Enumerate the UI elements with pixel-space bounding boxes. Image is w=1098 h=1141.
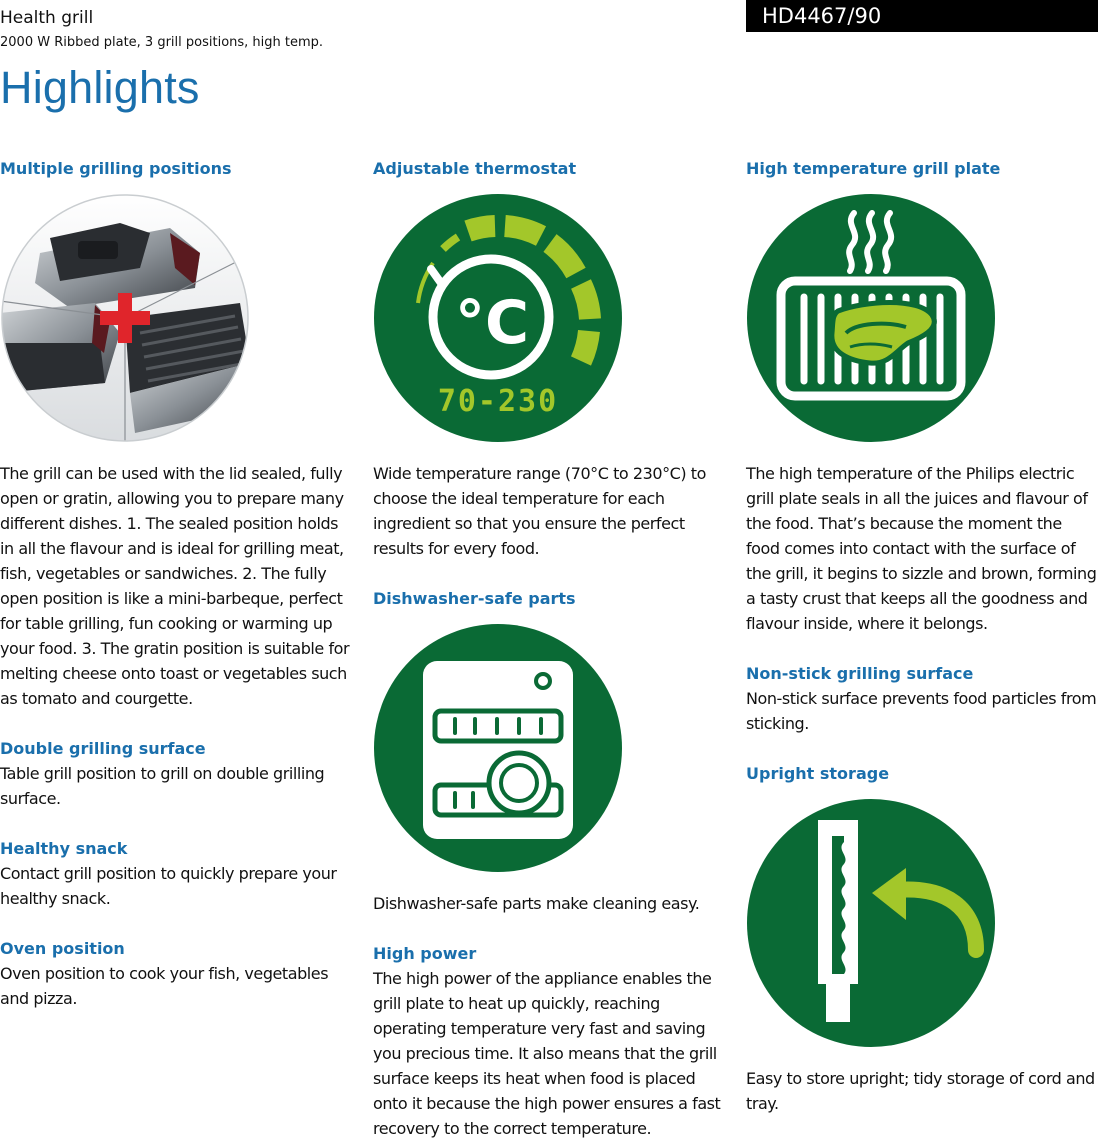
column-middle	[373, 156, 725, 1141]
feature-title-multiple-positions: Multiple grilling positions	[0, 159, 232, 178]
feature-title-dishwasher: Dishwasher-safe parts	[373, 589, 576, 608]
feature-text-multiple-positions: The grill can be used with the lid sealed, fully open or gratin, allowing you to prepare many different dishes. 1. The sealed position holds in all the flavour and is ideal for grilling meat, fish, vegetables or sandwiches. 2. The fully open position is like a mini-barbeque, perfect for table grilling, fun cooking or warming up your food. 3. The gratin position is suitable for melting cheese onto toast or vegetables such as tomato and courgette.	[0, 464, 350, 708]
feature-text-oven-position: Oven position to cook your fish, vegetables and pizza.	[0, 964, 329, 1008]
feature-title-double-surface: Double grilling surface	[0, 739, 206, 758]
feature-title-high-temp: High temperature grill plate	[746, 159, 1001, 178]
feature-text-high-power: The high power of the appliance enables the grill plate to heat up quickly, reaching operating temperature very fast and saving you precious time. It also means that the grill surface keeps its heat when food is placed onto it because the high power ensures a fast recovery to the correct temperature.	[373, 969, 721, 1138]
thermostat-range-label: 70-230	[437, 384, 559, 419]
feature-text-healthy-snack: Contact grill position to quickly prepare your healthy snack.	[0, 864, 337, 908]
upright-storage-icon	[746, 798, 996, 1048]
feature-title-non-stick: Non-stick grilling surface	[746, 664, 974, 683]
model-number-badge: HD4467/90	[746, 0, 1098, 32]
feature-title-thermostat: Adjustable thermostat	[373, 159, 577, 178]
feature-text-dishwasher: Dishwasher-safe parts make cleaning easy.	[373, 894, 700, 913]
feature-text-double-surface: Table grill position to grill on double grilling surface.	[0, 764, 325, 808]
thermostat-icon	[373, 193, 623, 443]
product-title: Health grill	[0, 8, 94, 28]
feature-text-non-stick: Non-stick surface prevents food particles from sticking.	[746, 689, 1097, 733]
feature-text-upright-storage: Easy to store upright; tidy storage of cord and tray.	[746, 1069, 1095, 1113]
grill-positions-photo	[0, 193, 250, 443]
grill-plate-icon	[746, 193, 996, 443]
product-subtitle: 2000 W Ribbed plate, 3 grill positions, high temp.	[0, 35, 324, 50]
feature-title-oven-position: Oven position	[0, 939, 125, 958]
feature-title-healthy-snack: Healthy snack	[0, 839, 128, 858]
dishwasher-icon	[373, 623, 623, 873]
feature-text-thermostat: Wide temperature range (70°C to 230°C) to choose the ideal temperature for each ingredient so that you ensure the perfect results for every food.	[373, 464, 706, 558]
column-right	[746, 156, 1098, 1116]
column-left	[0, 156, 352, 1011]
feature-title-upright-storage: Upright storage	[746, 764, 890, 783]
thermostat-unit-label: °C	[454, 288, 530, 358]
feature-title-high-power: High power	[373, 944, 477, 963]
feature-text-high-temp: The high temperature of the Philips electric grill plate seals in all the juices and flavour of the food. That’s because the moment the food comes into contact with the surface of the grill, it begins to sizzle and brown, forming a tasty crust that keeps all the goodness and flavour inside, where it belongs.	[746, 464, 1097, 633]
page-heading: Highlights	[0, 62, 200, 113]
